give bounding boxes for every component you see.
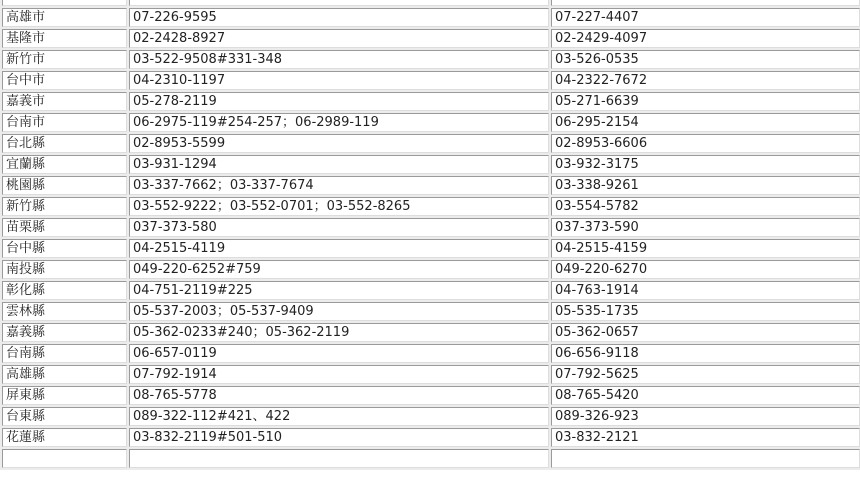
region-cell: 苗栗縣 bbox=[2, 218, 127, 237]
region-cell: 台南縣 bbox=[2, 344, 127, 363]
table-row bbox=[2, 0, 860, 6]
fax-cell: 06-656-9118 bbox=[551, 344, 860, 363]
region-cell: 嘉義縣 bbox=[2, 323, 127, 342]
region-cell: 南投縣 bbox=[2, 260, 127, 279]
region-cell: 宜蘭縣 bbox=[2, 155, 127, 174]
fax-cell: 03-338-9261 bbox=[551, 176, 860, 195]
fax-cell: 03-526-0535 bbox=[551, 50, 860, 69]
table-row bbox=[2, 8, 860, 27]
phone-cell: 04-751-2119#225 bbox=[129, 281, 549, 300]
region-cell: 新竹市 bbox=[2, 50, 127, 69]
phone-cell: 07-792-1914 bbox=[129, 365, 549, 384]
fax-cell: 05-535-1735 bbox=[551, 302, 860, 321]
phone-cell: 089-322-112#421、422 bbox=[129, 407, 549, 426]
phone-cell: 02-8953-5599 bbox=[129, 134, 549, 153]
phone-cell: 037-373-580 bbox=[129, 218, 549, 237]
fax-cell: 03-832-2121 bbox=[551, 428, 860, 447]
table-row bbox=[2, 239, 860, 258]
table-row bbox=[2, 386, 860, 405]
table-row bbox=[2, 428, 860, 447]
table-row bbox=[2, 449, 860, 468]
phone-cell: 05-362-0233#240；05-362-2119 bbox=[129, 323, 549, 342]
fax-cell: 049-220-6270 bbox=[551, 260, 860, 279]
region-cell: 台南市 bbox=[2, 113, 127, 132]
phone-cell: 03-832-2119#501-510 bbox=[129, 428, 549, 447]
contact-table-body bbox=[2, 0, 860, 468]
table-row bbox=[2, 365, 860, 384]
region-cell: 台北縣 bbox=[2, 134, 127, 153]
region-cell: 桃園縣 bbox=[2, 176, 127, 195]
table-row bbox=[2, 155, 860, 174]
fax-cell: 06-295-2154 bbox=[551, 113, 860, 132]
fax-cell: 03-932-3175 bbox=[551, 155, 860, 174]
region-cell: 台中市 bbox=[2, 71, 127, 90]
fax-cell: 05-271-6639 bbox=[551, 92, 860, 111]
table-row bbox=[2, 302, 860, 321]
fax-cell: 02-2429-4097 bbox=[551, 29, 860, 48]
table-row bbox=[2, 260, 860, 279]
region-cell: 台東縣 bbox=[2, 407, 127, 426]
phone-cell: 049-220-6252#759 bbox=[129, 260, 549, 279]
fax-cell: 07-227-4407 bbox=[551, 8, 860, 27]
phone-cell: 02-2428-8927 bbox=[129, 29, 549, 48]
table-row bbox=[2, 281, 860, 300]
table-row bbox=[2, 407, 860, 426]
phone-cell: 04-2515-4119 bbox=[129, 239, 549, 258]
region-cell: 花蓮縣 bbox=[2, 428, 127, 447]
table-row bbox=[2, 50, 860, 69]
fax-cell: 03-554-5782 bbox=[551, 197, 860, 216]
table-row bbox=[2, 176, 860, 195]
region-cell: 彰化縣 bbox=[2, 281, 127, 300]
table-row bbox=[2, 134, 860, 153]
table-row bbox=[2, 218, 860, 237]
phone-cell bbox=[129, 0, 549, 6]
phone-cell: 06-657-0119 bbox=[129, 344, 549, 363]
region-cell: 雲林縣 bbox=[2, 302, 127, 321]
table-row bbox=[2, 92, 860, 111]
fax-cell bbox=[551, 449, 860, 468]
phone-cell: 03-522-9508#331-348 bbox=[129, 50, 549, 69]
table-row bbox=[2, 29, 860, 48]
fax-cell: 089-326-923 bbox=[551, 407, 860, 426]
fax-cell: 07-792-5625 bbox=[551, 365, 860, 384]
table-row bbox=[2, 197, 860, 216]
phone-cell: 03-552-9222；03-552-0701；03-552-8265 bbox=[129, 197, 549, 216]
table-row bbox=[2, 113, 860, 132]
phone-cell: 03-337-7662；03-337-7674 bbox=[129, 176, 549, 195]
phone-cell: 07-226-9595 bbox=[129, 8, 549, 27]
region-cell bbox=[2, 0, 127, 6]
fax-cell bbox=[551, 0, 860, 6]
table-row bbox=[2, 71, 860, 90]
fax-cell: 08-765-5420 bbox=[551, 386, 860, 405]
fax-cell: 05-362-0657 bbox=[551, 323, 860, 342]
phone-cell: 04-2310-1197 bbox=[129, 71, 549, 90]
phone-cell: 05-537-2003；05-537-9409 bbox=[129, 302, 549, 321]
region-cell: 新竹縣 bbox=[2, 197, 127, 216]
phone-cell: 08-765-5778 bbox=[129, 386, 549, 405]
phone-cell bbox=[129, 449, 549, 468]
fax-cell: 04-763-1914 bbox=[551, 281, 860, 300]
region-cell: 高雄市 bbox=[2, 8, 127, 27]
fax-cell: 04-2515-4159 bbox=[551, 239, 860, 258]
phone-cell: 03-931-1294 bbox=[129, 155, 549, 174]
region-cell: 台中縣 bbox=[2, 239, 127, 258]
phone-cell: 06-2975-119#254-257；06-2989-119 bbox=[129, 113, 549, 132]
region-cell bbox=[2, 449, 127, 468]
fax-cell: 037-373-590 bbox=[551, 218, 860, 237]
region-cell: 基隆市 bbox=[2, 29, 127, 48]
region-cell: 高雄縣 bbox=[2, 365, 127, 384]
fax-cell: 02-8953-6606 bbox=[551, 134, 860, 153]
phone-cell: 05-278-2119 bbox=[129, 92, 549, 111]
table-row bbox=[2, 323, 860, 342]
fax-cell: 04-2322-7672 bbox=[551, 71, 860, 90]
region-cell: 屏東縣 bbox=[2, 386, 127, 405]
region-cell: 嘉義市 bbox=[2, 92, 127, 111]
table-row bbox=[2, 344, 860, 363]
